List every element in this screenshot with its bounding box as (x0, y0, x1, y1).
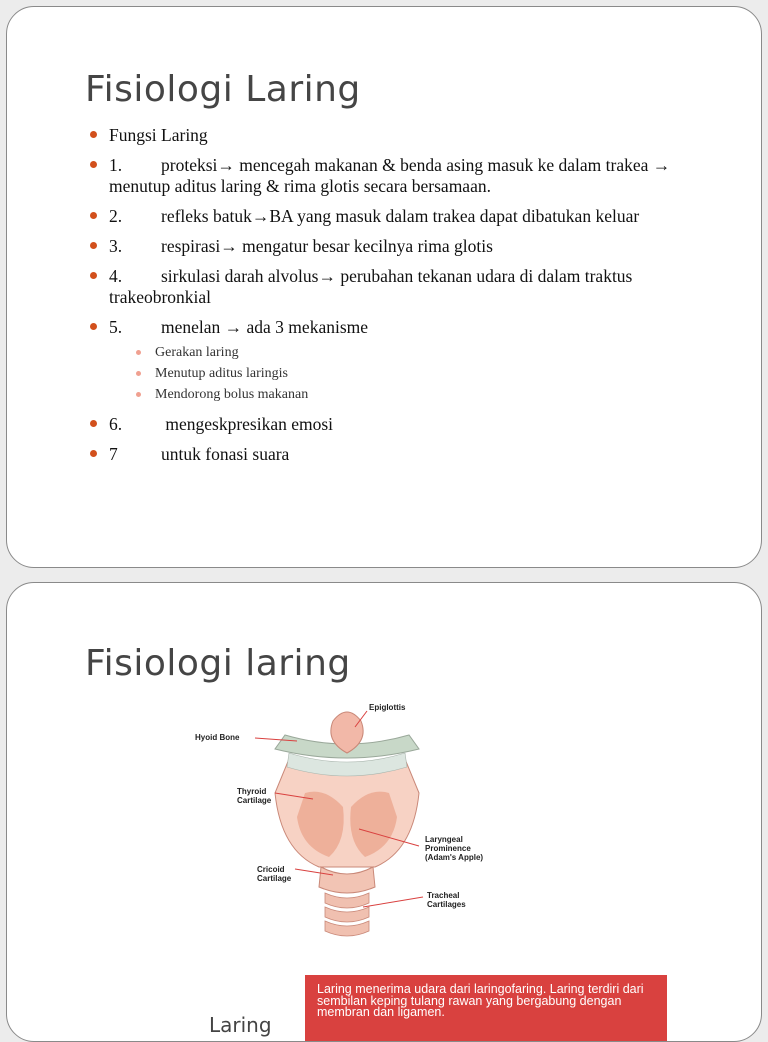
label-hyoid-bone: Hyoid Bone (195, 733, 240, 742)
bullet-item: 4. sirkulasi darah alvolus→ perubahan tekanan udara di dalam traktus trakeobronkial (89, 266, 709, 308)
label-cricoid-cartilage: Cricoid Cartilage (257, 865, 292, 883)
bullet-item: 5. menelan → ada 3 mekanisme Gerakan laring Menutup aditus laringis Mendorong bolus makanan (89, 317, 709, 405)
bullet-item: 1. proteksi→ mencegah makanan & benda asing masuk ke dalam trakea → menutup aditus laring & rima glotis secara bersamaan. (89, 155, 709, 197)
sub-bullet-item: Gerakan laring (135, 342, 709, 363)
sub-bullet-item: Mendorong bolus makanan (135, 384, 709, 405)
description-callout: Laring menerima udara dari laringofaring. Laring terdiri dari sembilan keping tulang rawan yang bergabung dengan membran dan ligamen. (305, 975, 667, 1042)
bullet-list (89, 125, 709, 474)
slide-title: Fisiologi laring (85, 643, 351, 684)
bullet-item: 3. respirasi→ mengatur besar kecilnya rima glotis (89, 236, 709, 257)
label-tracheal-cartilages: Tracheal Cartilages (427, 891, 466, 909)
label-epiglottis: Epiglottis (369, 703, 406, 712)
label-thyroid-cartilage: Thyroid Cartilage (237, 787, 272, 805)
label-laryngeal-prominence: Laryngeal Prominence (Adam's Apple) (425, 835, 484, 862)
larynx-illustration (197, 701, 497, 941)
partial-caption: Laring (209, 1013, 272, 1037)
slide-title: Fisiologi Laring (85, 69, 361, 110)
slide-larynx-anatomy (6, 582, 762, 1042)
bullet-item: 2. refleks batuk→BA yang masuk dalam trakea dapat dibatukan keluar (89, 206, 709, 227)
sub-bullet-item: Menutup aditus laringis (135, 363, 709, 384)
bullet-item: 6. mengeskpresikan emosi (89, 414, 709, 435)
bullet-heading: Fungsi Laring (89, 125, 709, 146)
bullet-item: 7 untuk fonasi suara (89, 444, 709, 465)
slide-fungsi-laring (6, 6, 762, 568)
sub-bullet-list (135, 342, 709, 405)
